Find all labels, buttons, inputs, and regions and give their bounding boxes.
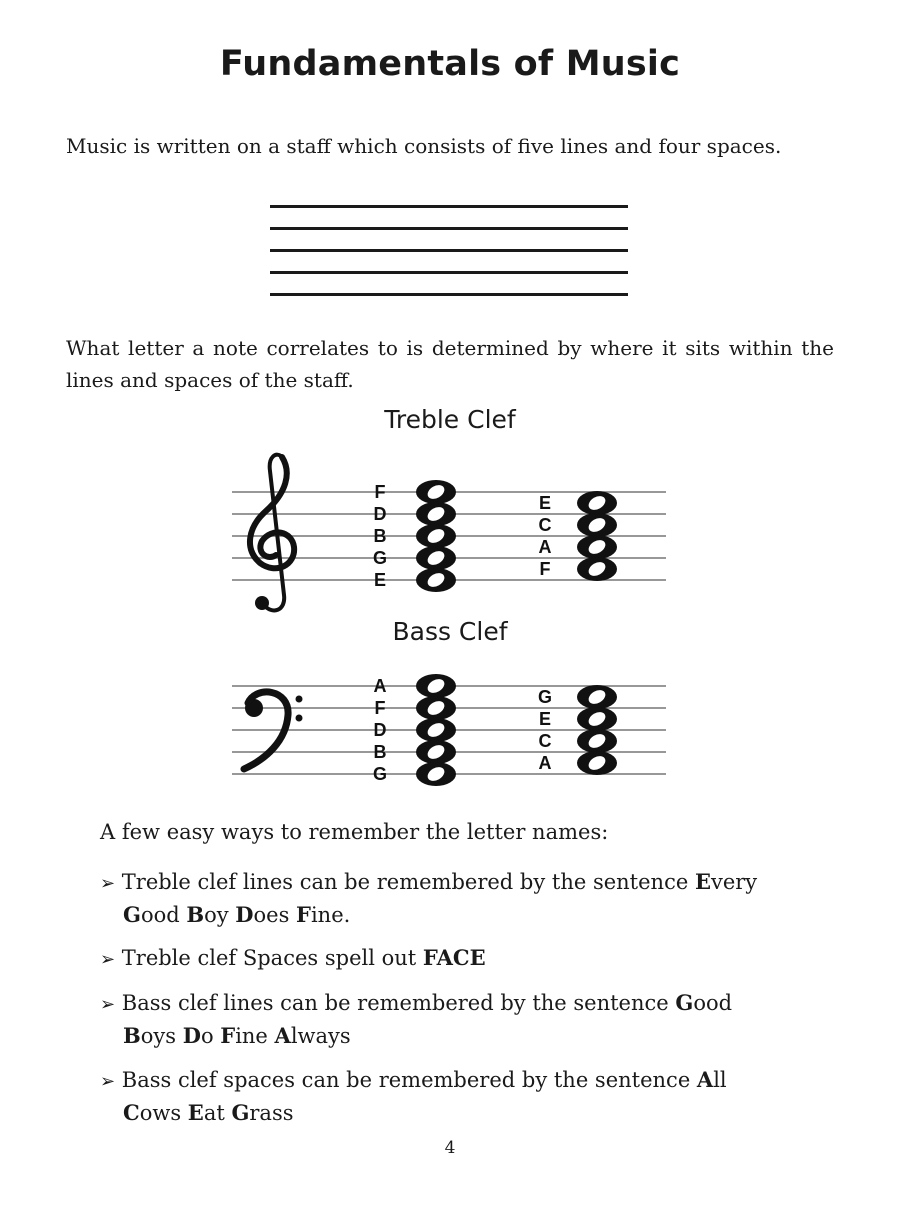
bullet-text: ows (139, 1101, 188, 1125)
bullet-text: oys (140, 1024, 183, 1048)
mnemonic-initial: E (187, 1100, 204, 1125)
arrow-bullet-icon: ➢ (100, 949, 116, 970)
treble-clef-symbol-icon (250, 455, 294, 611)
bullet-text: ood (140, 903, 187, 927)
bullet-text: ine (235, 1024, 275, 1048)
bullet-line (100, 899, 780, 931)
mnemonic-bullet (100, 987, 780, 1052)
mnemonic-initial: B (123, 1023, 141, 1048)
five-line-staff (270, 200, 630, 300)
treble-clef-title: Treble Clef (384, 405, 516, 434)
treble-space-note-label: F (539, 559, 551, 579)
mnemonic-initial: FACE (422, 945, 486, 970)
bullet-line (100, 942, 780, 975)
staff-line (270, 205, 628, 208)
intro-paragraph-staff: Music is written on a staff which consists of five lines and four spaces. (66, 134, 782, 158)
arrow-bullet-icon: ➢ (100, 994, 116, 1015)
mnemonic-initial: F (220, 1023, 236, 1048)
bullet-text: ood (693, 991, 733, 1015)
bullet-text: lways (290, 1024, 351, 1048)
bullet-text: Treble clef Spaces spell out (115, 946, 423, 970)
treble-line-note-label: F (374, 482, 386, 502)
mnemonic-initial: A (274, 1023, 291, 1048)
bass-line-note-label: B (373, 742, 387, 762)
mnemonic-initial: F (296, 902, 311, 927)
treble-clef-diagram (0, 445, 900, 625)
paragraph-note-position: What letter a note correlates to is determined by where it sits within the lines and spaces of the staff. (66, 336, 834, 392)
mnemonic-bullet (100, 866, 780, 931)
bullet-line (100, 866, 780, 899)
bullet-line (100, 1097, 780, 1129)
bass-clef-title: Bass Clef (392, 617, 508, 646)
treble-line-note-label: B (373, 526, 387, 546)
bass-line-note-label: D (373, 720, 387, 740)
bass-line-note-label: F (374, 698, 386, 718)
mnemonic-initial: D (235, 902, 254, 927)
bass-space-note-label: E (538, 709, 552, 729)
staff-line (270, 293, 628, 296)
staff-line (270, 227, 628, 230)
bass-clef-diagram (0, 655, 900, 795)
mnemonic-initial: E (694, 869, 711, 894)
bullet-text: oes (253, 903, 297, 927)
staff-line (270, 271, 628, 274)
bass-line-note-label: A (373, 676, 387, 696)
treble-line-note-label: G (372, 548, 388, 568)
treble-space-note-label: E (538, 493, 552, 513)
arrow-bullet-icon: ➢ (100, 873, 116, 894)
bullet-text: Bass clef lines can be remembered by the sentence (115, 991, 676, 1015)
bass-space-note-label: G (537, 687, 553, 707)
mnemonic-initial: G (231, 1100, 250, 1125)
mnemonic-initial: G (123, 902, 141, 927)
bullet-text: Treble clef lines can be remembered by the sentence (115, 870, 695, 894)
mnemonic-bullet (100, 942, 780, 975)
bullet-text: ll (713, 1068, 727, 1092)
bullet-line (100, 1064, 780, 1097)
bullet-text: rass (249, 1101, 294, 1125)
mnemonic-bullet (100, 1064, 780, 1129)
bass-line-note-label: G (372, 764, 388, 784)
mnemonic-initial: D (182, 1023, 201, 1048)
treble-space-note-label: C (538, 515, 552, 535)
bullet-text: oy (204, 903, 236, 927)
page-title: Fundamentals of Music (219, 44, 681, 84)
bullet-text: very (710, 870, 758, 894)
arrow-bullet-icon: ➢ (100, 1071, 116, 1092)
page-number: 4 (444, 1138, 456, 1158)
bass-space-note-label: C (538, 731, 552, 751)
treble-line-note-label: E (373, 570, 387, 590)
bullet-text: Bass clef spaces can be remembered by the sentence (115, 1068, 697, 1092)
treble-space-note-label: A (538, 537, 552, 557)
mnemonics-intro: A few easy ways to remember the letter names: (100, 820, 609, 844)
treble-line-note-label: D (373, 504, 387, 524)
mnemonic-initial: A (696, 1067, 714, 1092)
bullet-text: at (203, 1101, 232, 1125)
bullet-text: o (200, 1024, 221, 1048)
mnemonic-initial: B (186, 902, 205, 927)
mnemonic-initial: G (675, 990, 694, 1015)
bullet-text: ine. (310, 903, 351, 927)
bullet-line (100, 987, 780, 1020)
bullet-line (100, 1020, 780, 1052)
mnemonic-initial: C (123, 1100, 140, 1125)
bass-space-note-label: A (538, 753, 552, 773)
staff-line (270, 249, 628, 252)
